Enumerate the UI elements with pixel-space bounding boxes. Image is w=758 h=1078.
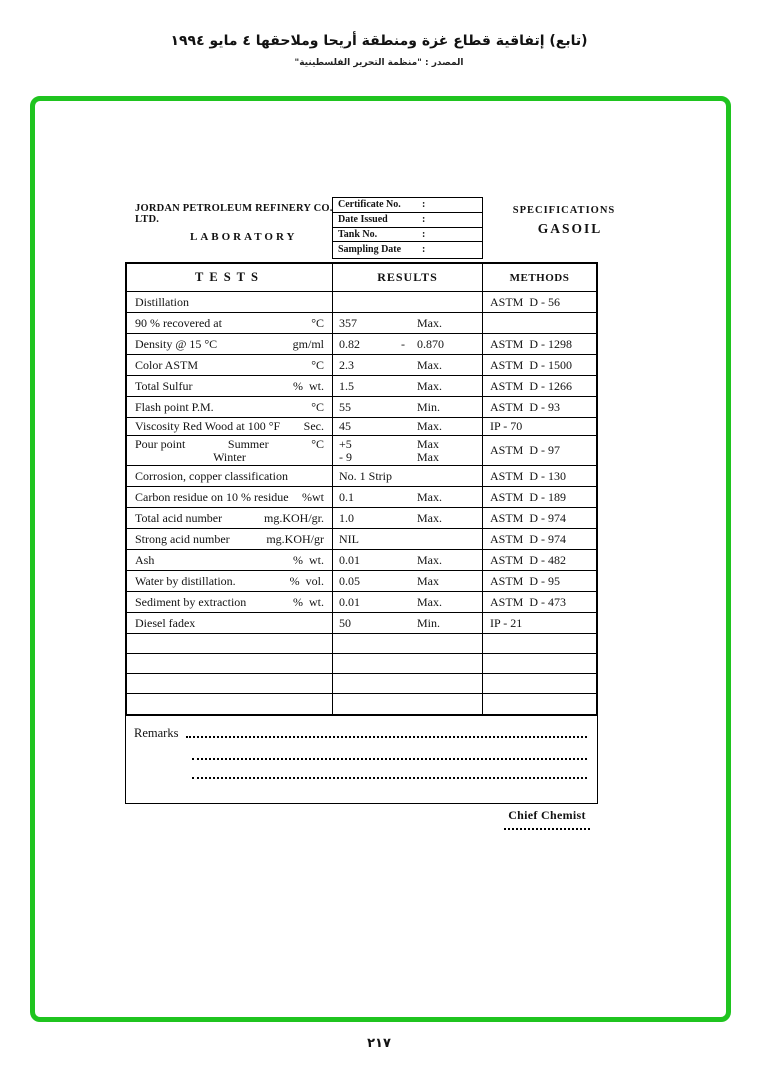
- results-cell: [333, 418, 483, 435]
- tests-line: [135, 359, 324, 372]
- test-unit: mg.KOH/gr.: [264, 510, 324, 525]
- methods-cell: [483, 436, 596, 465]
- test-name: Water by distillation.: [135, 573, 236, 588]
- tests-line: [135, 401, 324, 414]
- results-cell: [333, 550, 483, 570]
- certificate-field-row: [333, 198, 482, 213]
- result-qualifier: Max.: [417, 489, 442, 504]
- results-cell: [333, 436, 483, 465]
- methods-cell: [483, 508, 596, 528]
- method-name: ASTM D - 974: [490, 510, 567, 525]
- results-cell: [333, 292, 483, 312]
- methods-cell: [483, 397, 596, 417]
- result-value: 0.1: [339, 489, 354, 504]
- signature-block: [477, 808, 617, 830]
- table-row: [127, 355, 596, 376]
- remarks-dotted-line-1: [186, 736, 587, 738]
- results-cell: [333, 613, 483, 633]
- results-cell: [333, 634, 483, 653]
- results-line: [333, 451, 482, 464]
- test-name: Density @ 15 °C: [135, 336, 218, 351]
- table-row: [127, 694, 596, 714]
- results-cell: [333, 508, 483, 528]
- table-body: [127, 292, 596, 714]
- table-row: [127, 466, 596, 487]
- methods-cell: [483, 592, 596, 612]
- methods-cell: [483, 418, 596, 435]
- result-qualifier: Max.: [417, 315, 442, 330]
- table-header-row: [127, 264, 596, 292]
- tests-cell: [127, 508, 333, 528]
- table-row: [127, 292, 596, 313]
- test-unit: % vol.: [289, 573, 324, 588]
- result-value: 0.01: [339, 594, 360, 609]
- document-title-arabic: (تابع) إتفاقية قطاع غزة ومنطقة أريحا وملاحقها ٤ مايو ١٩٩٤: [170, 33, 588, 49]
- method-name: ASTM D - 189: [490, 489, 567, 504]
- test-unit: % wt.: [293, 594, 324, 609]
- results-line: [333, 617, 482, 630]
- tests-cell: [127, 436, 333, 465]
- certificate-field-label: Date Issued: [338, 214, 388, 226]
- method-name: ASTM D - 473: [490, 594, 567, 609]
- results-line: [333, 512, 482, 525]
- certificate-field-colon: :: [422, 244, 426, 256]
- test-name: Pour point: [135, 436, 186, 451]
- result-value: 357: [339, 315, 357, 330]
- method-name: ASTM D - 482: [490, 552, 567, 567]
- result-value: 0.05: [339, 573, 360, 588]
- results-cell: [333, 466, 483, 486]
- result-qualifier: Max: [417, 436, 439, 451]
- tests-line: [135, 380, 324, 393]
- test-name: Color ASTM: [135, 357, 199, 372]
- certificate-field-row: [333, 228, 482, 243]
- test-name: Distillation: [135, 294, 189, 309]
- table-row: [127, 436, 596, 466]
- specifications-label: SPECIFICATIONS: [512, 205, 616, 216]
- result-range-dash: -: [401, 336, 405, 351]
- results-line: [333, 596, 482, 609]
- result-value: 2.3: [339, 357, 354, 372]
- methods-cell: [483, 487, 596, 507]
- methods-cell: [483, 466, 596, 486]
- tests-line: [135, 470, 324, 483]
- result-value: 0.82: [339, 336, 360, 351]
- signature-dotted-line: [504, 826, 590, 830]
- tests-line: [135, 575, 324, 588]
- result-value: 1.0: [339, 510, 354, 525]
- result-value: 0.01: [339, 552, 360, 567]
- tests-cell: [127, 592, 333, 612]
- results-cell: [333, 487, 483, 507]
- result-qualifier: Max.: [417, 552, 442, 567]
- test-unit: °C: [311, 357, 324, 372]
- certificate-field-colon: :: [422, 228, 426, 240]
- tests-cell: [127, 418, 333, 435]
- methods-cell: [483, 355, 596, 375]
- result-value: 45: [339, 419, 351, 433]
- table-row: [127, 654, 596, 674]
- test-name: Carbon residue on 10 % residue: [135, 489, 289, 504]
- test-unit: mg.KOH/gr: [266, 531, 324, 546]
- method-name: ASTM D - 974: [490, 531, 567, 546]
- remarks-dotted-line-3: [192, 760, 587, 779]
- result-value: 50: [339, 615, 351, 630]
- methods-cell: [483, 292, 596, 312]
- test-name: Corrosion, copper classification: [135, 468, 288, 483]
- table-row: [127, 397, 596, 418]
- method-name: ASTM D - 1500: [490, 357, 573, 372]
- result-qualifier: Min.: [417, 399, 441, 414]
- chief-chemist-label: Chief Chemist: [508, 808, 586, 822]
- form-body: [125, 262, 598, 804]
- test-name: Total Sulfur: [135, 378, 193, 393]
- test-name: 90 % recovered at: [135, 315, 222, 330]
- result-value: +5: [339, 436, 352, 451]
- results-line: [333, 491, 482, 504]
- table-row: [127, 634, 596, 654]
- tests-cell: [127, 376, 333, 396]
- methods-cell: [483, 571, 596, 591]
- certificate-field-row: [333, 213, 482, 228]
- company-name: JORDAN PETROLEUM REFINERY CO. LTD.: [135, 203, 333, 225]
- result-qualifier: Max.: [417, 594, 442, 609]
- certificate-field-row: [333, 242, 482, 257]
- results-cell: [333, 334, 483, 354]
- methods-cell: [483, 634, 596, 653]
- tests-line: [135, 491, 324, 504]
- test-name: Diesel fadex: [135, 615, 196, 630]
- methods-cell: [483, 694, 596, 714]
- results-line: [333, 317, 482, 330]
- results-line: [333, 380, 482, 393]
- results-cell: [333, 571, 483, 591]
- table-row: [127, 376, 596, 397]
- tests-line: [135, 533, 324, 546]
- specifications-table: [125, 262, 598, 716]
- table-row: [127, 674, 596, 694]
- remarks-row: [134, 726, 589, 741]
- result-qualifier: 0.870: [417, 336, 444, 351]
- results-cell: [333, 313, 483, 333]
- results-cell: [333, 654, 483, 673]
- test-unit: gm/ml: [292, 336, 324, 351]
- results-cell: [333, 592, 483, 612]
- method-name: ASTM D - 1266: [490, 378, 573, 393]
- test-name: Sediment by extraction: [135, 594, 247, 609]
- results-line: [333, 575, 482, 588]
- tests-cell: [127, 654, 333, 673]
- method-name: IP - 21: [490, 615, 523, 630]
- test-unit: °C: [311, 315, 324, 330]
- results-line: [333, 420, 482, 433]
- results-cell: [333, 376, 483, 396]
- document-source-arabic: المصدر : "منظمة التحرير الفلسطينية": [294, 58, 464, 68]
- tests-cell: [127, 674, 333, 693]
- tests-cell: [127, 334, 333, 354]
- results-cell: [333, 397, 483, 417]
- tests-cell: [127, 529, 333, 549]
- remarks-label: Remarks: [134, 726, 179, 740]
- table-row: [127, 508, 596, 529]
- result-qualifier: Max.: [417, 510, 442, 525]
- test-season: Summer: [227, 436, 269, 451]
- test-name: Flash point P.M.: [135, 399, 214, 414]
- result-qualifier: Max.: [417, 357, 442, 372]
- result-qualifier: Max: [417, 573, 439, 588]
- certificate-field-label: Certificate No.: [338, 199, 401, 211]
- methods-cell: [483, 674, 596, 693]
- methods-cell: [483, 529, 596, 549]
- table-row: [127, 334, 596, 355]
- tests-cell: [127, 694, 333, 714]
- result-value: No. 1 Strip: [339, 468, 393, 483]
- product-name: GASOIL: [537, 221, 603, 236]
- test-unit: °C: [311, 436, 324, 451]
- results-line: [333, 533, 482, 546]
- test-unit: °C: [311, 399, 324, 414]
- tests-cell: [127, 313, 333, 333]
- tests-line: [135, 617, 324, 630]
- results-cell: [333, 674, 483, 693]
- test-unit: Sec.: [303, 419, 324, 433]
- test-season: Winter: [213, 449, 246, 464]
- test-name: Viscosity Red Wood at 100 °F: [135, 419, 281, 433]
- results-cell: [333, 694, 483, 714]
- table-row: [127, 550, 596, 571]
- methods-cell: [483, 376, 596, 396]
- table-row: [127, 571, 596, 592]
- result-qualifier: Min.: [417, 615, 441, 630]
- result-qualifier: Max: [417, 449, 439, 464]
- tests-line: [135, 554, 324, 567]
- tests-line: [135, 512, 324, 525]
- tests-cell: [127, 292, 333, 312]
- tests-line: [135, 451, 324, 464]
- result-qualifier: Max.: [417, 419, 442, 433]
- table-row: [127, 613, 596, 634]
- methods-cell: [483, 334, 596, 354]
- certificate-box: [332, 197, 483, 259]
- table-row: [127, 418, 596, 436]
- page-number: ٢١٧: [367, 1036, 391, 1051]
- table-row: [127, 592, 596, 613]
- method-name: ASTM D - 95: [490, 573, 561, 588]
- laboratory-label: LABORATORY: [190, 231, 298, 243]
- certificate-field-colon: :: [422, 199, 426, 211]
- remarks-dotted-line-2: [192, 741, 587, 760]
- tests-cell: [127, 550, 333, 570]
- result-value: 1.5: [339, 378, 354, 393]
- methods-cell: [483, 613, 596, 633]
- results-line: [333, 470, 482, 483]
- remarks-section: [125, 716, 598, 804]
- column-header-tests: TESTS: [127, 264, 333, 291]
- results-line: [333, 401, 482, 414]
- results-line: [333, 359, 482, 372]
- result-value: - 9: [339, 449, 352, 464]
- column-header-methods: METHODS: [509, 271, 570, 284]
- method-name: ASTM D - 97: [490, 443, 561, 457]
- results-line: [333, 554, 482, 567]
- result-value: 55: [339, 399, 351, 414]
- table-row: [127, 487, 596, 508]
- method-name: ASTM D - 56: [490, 294, 561, 309]
- tests-cell: [127, 634, 333, 653]
- tests-cell: [127, 397, 333, 417]
- test-name: Strong acid number: [135, 531, 230, 546]
- tests-cell: [127, 613, 333, 633]
- certificate-field-label: Sampling Date: [338, 244, 402, 256]
- result-value: NIL: [339, 531, 359, 546]
- test-unit: % wt.: [293, 552, 324, 567]
- table-row: [127, 529, 596, 550]
- tests-cell: [127, 487, 333, 507]
- results-cell: [333, 529, 483, 549]
- tests-line: [135, 296, 324, 309]
- tests-cell: [127, 571, 333, 591]
- methods-cell: [483, 550, 596, 570]
- tests-cell: [127, 355, 333, 375]
- test-unit: %wt: [302, 489, 324, 504]
- tests-line: [135, 596, 324, 609]
- methods-cell: [483, 654, 596, 673]
- test-name: Total acid number: [135, 510, 223, 525]
- tests-line: [135, 438, 324, 451]
- method-name: ASTM D - 93: [490, 399, 561, 414]
- certificate-field-colon: :: [422, 214, 426, 226]
- test-name: Ash: [135, 552, 155, 567]
- methods-cell: [483, 313, 596, 333]
- tests-line: [135, 317, 324, 330]
- results-line: [333, 338, 482, 351]
- test-unit: % wt.: [293, 378, 324, 393]
- tests-cell: [127, 466, 333, 486]
- certificate-field-label: Tank No.: [338, 228, 378, 240]
- method-name: ASTM D - 130: [490, 468, 567, 483]
- tests-line: [135, 420, 324, 433]
- method-name: ASTM D - 1298: [490, 336, 573, 351]
- column-header-results: RESULTS: [333, 264, 483, 291]
- results-line: [333, 438, 482, 451]
- result-qualifier: Max.: [417, 378, 442, 393]
- method-name: IP - 70: [490, 419, 523, 433]
- results-cell: [333, 355, 483, 375]
- table-row: [127, 313, 596, 334]
- tests-line: [135, 338, 324, 351]
- document-frame: [30, 96, 731, 1022]
